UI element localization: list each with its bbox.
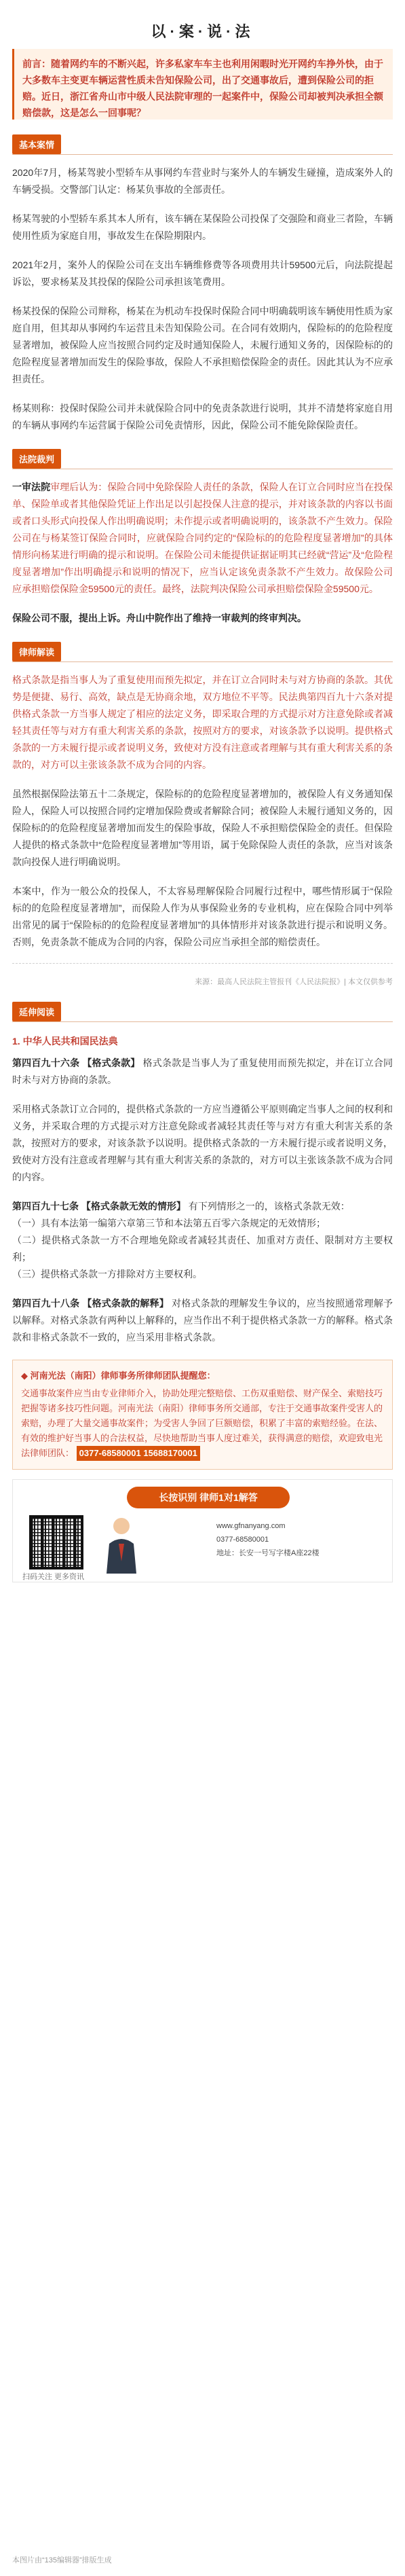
article-497-item-3: （三）提供格式条款一方排除对方主要权利。	[12, 1269, 202, 1280]
section-head-ruling	[12, 449, 393, 472]
facts-paragraph-1: 2020年7月，杨某驾驶小型轿车从事网约车营业时与案外人的车辆发生碰撞，造成案外人的车辆受损。交警部门认定：杨某负事故的全部责任。	[12, 167, 393, 195]
article-498	[12, 1295, 393, 1346]
facts-paragraph-2: 杨某驾驶的小型轿车系其本人所有，该车辆在某保险公司投保了交强险和商业三者险，车辆使用性质为家庭自用，事故发生在保险期限内。	[12, 213, 393, 241]
consult-button[interactable]: 长按识别 律师1对1解答	[127, 1487, 290, 1508]
facts-paragraph-5: 杨某则称：投保时保险公司并未就保险合同中的免责条款进行说明，其并不清楚将家庭自用的车辆从事网约车运营属于保险公司免责情形，因此，保险公司不能免除保险责任。	[12, 403, 393, 431]
source-note: 来源：最高人民法院主管报刊《人民法院报》| 本文仅供参考	[195, 978, 393, 986]
analysis-paragraph-1	[12, 672, 393, 774]
article-497-item-1: （一）具有本法第一编第六章第三节和本法第五百零六条规定的无效情形；	[12, 1218, 326, 1229]
article-497	[12, 1198, 393, 1215]
article-497-name: 【格式条款无效的情形】	[81, 1201, 186, 1212]
law-firm-promo	[12, 1360, 393, 1470]
qr-caption: 扫码关注 更多资讯	[22, 1573, 85, 1581]
ruling-text: 审理后认为：保险合同中免除保险人责任的条款，保险人在订立合同时应当在投保单、保险单或者其他保险凭证上作出足以引起投保人注意的提示，并对该条款的内容以书面或者口头形式向投保人作出明确说明；未作提示或者明确说明的，该条款不产生效力。保险公司在与杨某签订保险合同时，应就保险合同约定的“保险标的的危险程度显著增加”的具体情形向杨某进行明确的提示和说明。在保险公司未能提供证据证明其已经就“营运”及“危险程度显著增加”作出明确提示和说明的情况下，应当认定该免责条款不产生效力。故保险公司应承担赔偿保险金59500元的责任。最终，法院判决保险公司承担赔偿保险金59500元。	[12, 482, 393, 594]
lawyer-figure-icon	[101, 1514, 142, 1575]
promo-title: ◆ 河南光法（南阳）律师事务所律师团队提醒您：	[21, 1371, 216, 1381]
article-496-title: 第四百九十六条	[12, 1057, 80, 1068]
article-498-text: 对格式条款的理解发生争议的，应当按照通常理解予以解释。对格式条款有两种以上解释的，应当作出不利于提供格式条款一方的解释。格式条款和非格式条款不一致的，应当采用非格式条款。	[12, 1298, 393, 1343]
analysis-paragraph-2: 虽然根据保险法第五十二条规定，保险标的的危险程度显著增加的，被保险人有义务通知保险人，保险人可以按照合同约定增加保险费或者解除合同；被保险人未履行通知义务的，因保险标的的危险程度显著增加而发生的保险事故，保险人不承担赔偿保险金的责任。但保险人提供的格式条款中“危险程度显著增加”等用语，属于免除保险人责任的条款，应当对该条款向投保人进行明确说明。	[12, 788, 393, 867]
section-tag-reading: 延伸阅读	[12, 1002, 61, 1021]
ruling-paragraph-1	[12, 479, 393, 598]
footer-note: 本图片由“135编辑器”排版生成	[12, 2556, 112, 2564]
law-subheading: 1. 中华人民共和国民法典	[12, 1036, 118, 1047]
analysis-paragraph-3: 本案中，作为一般公众的投保人，不太容易理解保险合同履行过程中，哪些情形属于“保险标的的危险程度显著增加”，而保险人作为从事保险业务的专业机构，应在保险合同中列举出常见的属于“保险标的的危险程度显著增加”的具体情形并对该条款进行提示和说明义务。否则，免责条款不能成为合同的内容，保险公司应当承担全部的赔偿责任。	[12, 886, 393, 947]
article-title: 以·案·说·法	[151, 23, 254, 40]
section-head-analysis	[12, 642, 393, 665]
section-rule	[12, 1021, 393, 1022]
promo-phone[interactable]: 0377-68580001 15688170001	[77, 1446, 200, 1461]
article-496-text-1: 格式条款是当事人为了重复使用而预先拟定，并在订立合同时未与对方协商的条款。	[12, 1057, 393, 1085]
section-rule	[12, 154, 393, 155]
ruling-paragraph-2: 保险公司不服，提出上诉。舟山中院作出了维持一审裁判的终审判决。	[12, 613, 307, 623]
article-496	[12, 1055, 393, 1089]
article-496-name: 【格式条款】	[82, 1057, 140, 1068]
preface-box: 前言：随着网约车的不断兴起，许多私家车车主也利用闲暇时光开网约车挣外快，由于大多数车主变更车辆运营性质未告知保险公司，出了交通事故后，遭到保险公司的拒赔。近日，浙江省舟山市中级人民法院审理的一起案件中，保险公司却被判决承担全额赔偿款，这是怎么一回事呢？	[12, 49, 393, 120]
contact-card	[12, 1479, 393, 1582]
divider	[12, 963, 393, 964]
section-head-reading	[12, 1002, 393, 1025]
article-498-name: 【格式条款的解释】	[82, 1298, 169, 1309]
article-498-title: 第四百九十八条	[12, 1298, 80, 1309]
contact-lines	[216, 1519, 320, 1560]
article-497-item-2: （二）提供格式条款一方不合理地免除或者减轻其责任、加重对方责任、限制对方主要权利；	[12, 1235, 393, 1263]
section-rule	[12, 661, 393, 662]
contact-phone[interactable]: 0377-68580001	[216, 1536, 269, 1544]
section-tag-ruling: 法院裁判	[12, 449, 61, 469]
section-tag-analysis: 律师解读	[12, 642, 61, 661]
section-head-facts	[12, 134, 393, 158]
promo-body	[21, 1386, 384, 1461]
contact-address: 地址：长安一号写字楼A座22楼	[216, 1549, 320, 1557]
facts-paragraph-4: 杨某投保的保险公司辩称，杨某在为机动车投保时保险合同中明确载明该车辆使用性质为家庭自用，但其却从事网约车运营且未告知保险公司。在合同有效期内，保险标的的危险程度显著增加，被保险人应当按照合同约定及时通知保险人，未履行通知义务的，因保险标的的危险程度显著增加而发生的保险事故，保险人不承担赔偿保险金的责任。因此其认为不应承担责任。	[12, 306, 393, 384]
contact-website[interactable]: www.gfnanyang.com	[216, 1522, 286, 1530]
qr-code-icon[interactable]	[29, 1515, 83, 1570]
section-tag-facts: 基本案情	[12, 134, 61, 154]
ruling-lead: 一审法院	[12, 482, 51, 492]
article-496-paragraph-2: 采用格式条款订立合同的，提供格式条款的一方应当遵循公平原则确定当事人之间的权利和义务，并采取合理的方式提示对方注意免除或者减轻其责任等与对方有重大利害关系的条款，按照对方的要求，对该条款予以说明。提供格式条款的一方未履行提示或者说明义务，致使对方没有注意或者理解与其有重大利害关系的条款的，对方可以主张该条款不成为合同的内容。	[12, 1104, 393, 1182]
analysis-text-1: 格式条款是指当事人为了重复使用而预先拟定，并在订立合同时未与对方协商的条款。其优势是便捷、易行、高效，缺点是无协商余地，双方地位不平等。民法典第四百九十六条对提供格式条款一方当事人规定了相应的法定义务，即采取合理的方式提示对方注意免除或者减轻其责任等与对方有重大利害关系的条款，按照对方的要求，对该条款予以说明。提供格式条款的一方未履行提示或者说明义务，致使对方没有注意或者理解与其有重大利害关系的条款的，对方可以主张该条款不成为合同的内容。	[12, 674, 393, 770]
article-497-title: 第四百九十七条	[12, 1201, 79, 1212]
promo-text: 交通事故案件应当由专业律师介入，协助处理完整赔偿、工伤双重赔偿、财产保全、索赔技巧把握等诸多技巧性问题。河南光法（南阳）律师事务所交通部，专注于交通事故案件受害人的索赔，办理了大量交通事故案件；为受害人争回了巨额赔偿，积累了丰富的索赔经验。在法、有效的维护好当事人的合法权益，尽快地帮助当事人度过难关，获得满意的赔偿，欢迎致电光法律师团队：	[21, 1388, 383, 1458]
facts-paragraph-3: 2021年2月，案外人的保险公司在支出车辆维修费等各项费用共计59500元后，向法院提起诉讼，要求杨某及其投保的保险公司承担该笔费用。	[12, 259, 393, 287]
article-497-lead: 有下列情形之一的，该格式条款无效：	[188, 1201, 350, 1212]
